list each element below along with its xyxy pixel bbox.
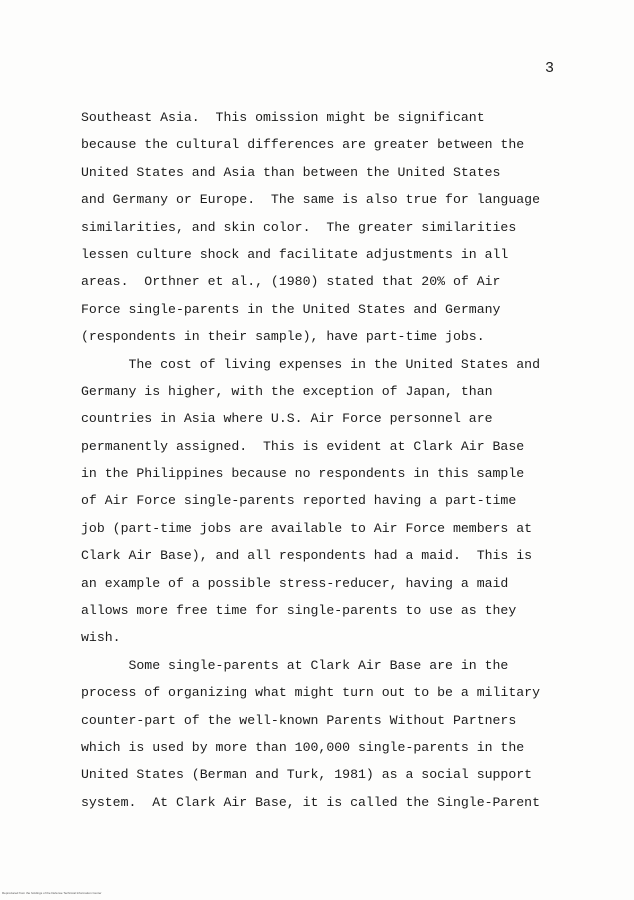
footer-note: Reproduced from the holdings of the Defense Technical Information Center xyxy=(2,891,102,895)
text-line: of Air Force single-parents reported having a part-time xyxy=(81,493,517,509)
text-line: which is used by more than 100,000 single-parents in the xyxy=(81,739,525,755)
text-line: Southeast Asia. This omission might be significant xyxy=(81,110,485,125)
body-text xyxy=(81,104,581,816)
text-line: in the Philippines because no respondents in this sample xyxy=(81,466,525,482)
text-line: wish. xyxy=(81,630,121,646)
text-line: permanently assigned. This is evident at Clark Air Base xyxy=(81,438,525,454)
text-line: system. At Clark Air Base, it is called the Single-Parent xyxy=(81,794,540,810)
text-line: countries in Asia where U.S. Air Force personnel are xyxy=(81,411,493,427)
text-line: lessen culture shock and facilitate adjustments in all xyxy=(81,246,509,262)
text-line: The cost of living expenses in the United States and xyxy=(81,356,540,372)
text-line: an example of a possible stress-reducer, having a maid xyxy=(81,575,509,591)
text-line: Clark Air Base), and all respondents had a maid. This is xyxy=(81,548,533,564)
text-line: Force single-parents in the United States and Germany xyxy=(81,301,501,317)
text-line: United States and Asia than between the United States xyxy=(81,164,501,180)
page-number: 3 xyxy=(545,60,555,77)
text-line: allows more free time for single-parents to use as they xyxy=(81,603,517,619)
text-line: (respondents in their sample), have part-time jobs. xyxy=(81,329,485,345)
text-line: similarities, and skin color. The greater similarities xyxy=(81,219,517,235)
text-line: Some single-parents at Clark Air Base are in the xyxy=(81,657,509,673)
text-line: areas. Orthner et al., (1980) stated that 20% of Air xyxy=(81,274,501,290)
text-line: process of organizing what might turn out to be a military xyxy=(81,685,540,701)
text-line: Germany is higher, with the exception of Japan, than xyxy=(81,383,493,399)
text-line: and Germany or Europe. The same is also true for language xyxy=(81,192,540,208)
text-line: because the cultural differences are greater between the xyxy=(81,137,525,153)
text-line: counter-part of the well-known Parents Without Partners xyxy=(81,712,517,728)
text-line: United States (Berman and Turk, 1981) as a social support xyxy=(81,767,533,783)
text-line: job (part-time jobs are available to Air Force members at xyxy=(81,520,533,536)
